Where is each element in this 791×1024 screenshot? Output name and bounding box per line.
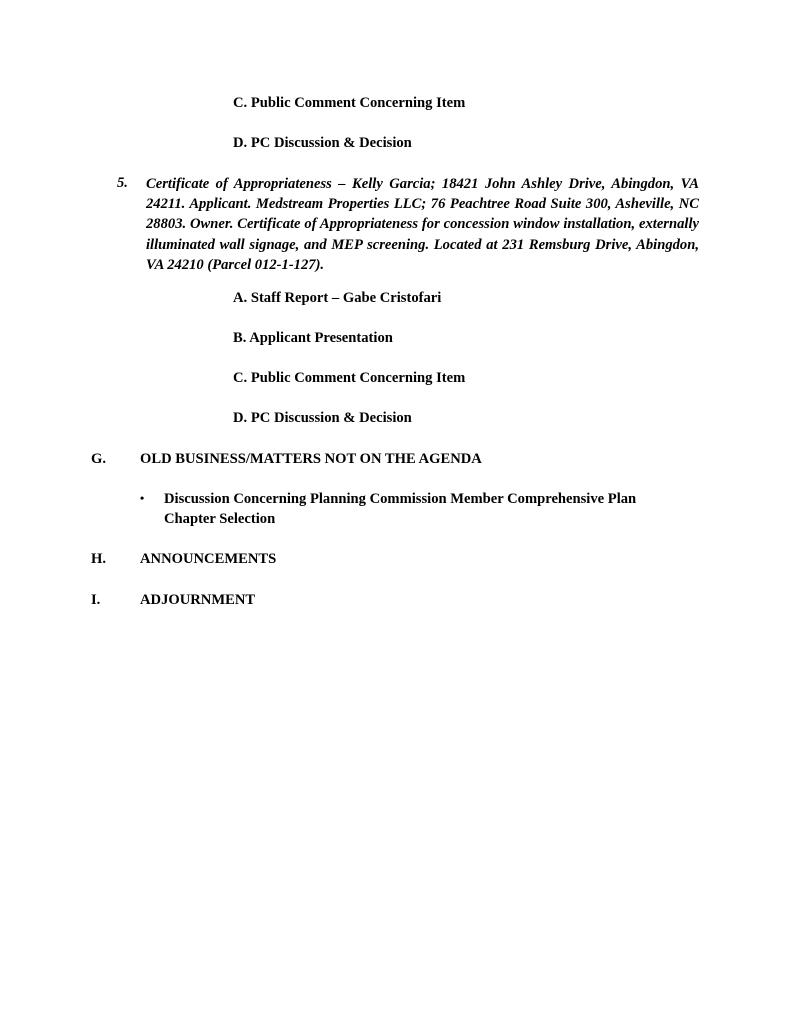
section-h-letter: H. [91, 551, 106, 567]
agenda-subitem-staff-report: A. Staff Report – Gabe Cristofari [233, 290, 442, 306]
bullet-icon: • [140, 491, 145, 505]
agenda-subitem-applicant-presentation: B. Applicant Presentation [233, 330, 393, 346]
agenda-item-description: Certificate of Appropriateness – Kelly Garcia; 18421 John Ashley Drive, Abingdon, VA 24211. Applicant. Medstream Properties LLC; 76 Peachtree Road Suite 300, Asheville, NC 28803. Owner. Certificate of Appropriateness for concession window installation, externally illuminated wall signage, and MEP screening. Located at 231 Remsburg Drive, Abingdon, VA 24210 (Parcel 012-1-127). [146, 176, 699, 273]
agenda-subitem-public-comment: C. Public Comment Concerning Item [233, 370, 466, 386]
agenda-subitem-pc-discussion: D. PC Discussion & Decision [233, 410, 412, 426]
section-i-title: ADJOURNMENT [140, 592, 256, 608]
section-g-title: OLD BUSINESS/MATTERS NOT ON THE AGENDA [140, 451, 482, 467]
section-g-bullet-item: Discussion Concerning Planning Commission Member Comprehensive Plan Chapter Selection [164, 491, 637, 527]
agenda-subitem-public-comment-prev: C. Public Comment Concerning Item [233, 95, 466, 111]
agenda-subitem-pc-discussion-prev: D. PC Discussion & Decision [233, 135, 412, 151]
section-h-title: ANNOUNCEMENTS [140, 551, 277, 567]
agenda-item-number: 5. [117, 175, 128, 191]
section-g-letter: G. [91, 451, 106, 467]
section-i-letter: I. [91, 592, 101, 608]
